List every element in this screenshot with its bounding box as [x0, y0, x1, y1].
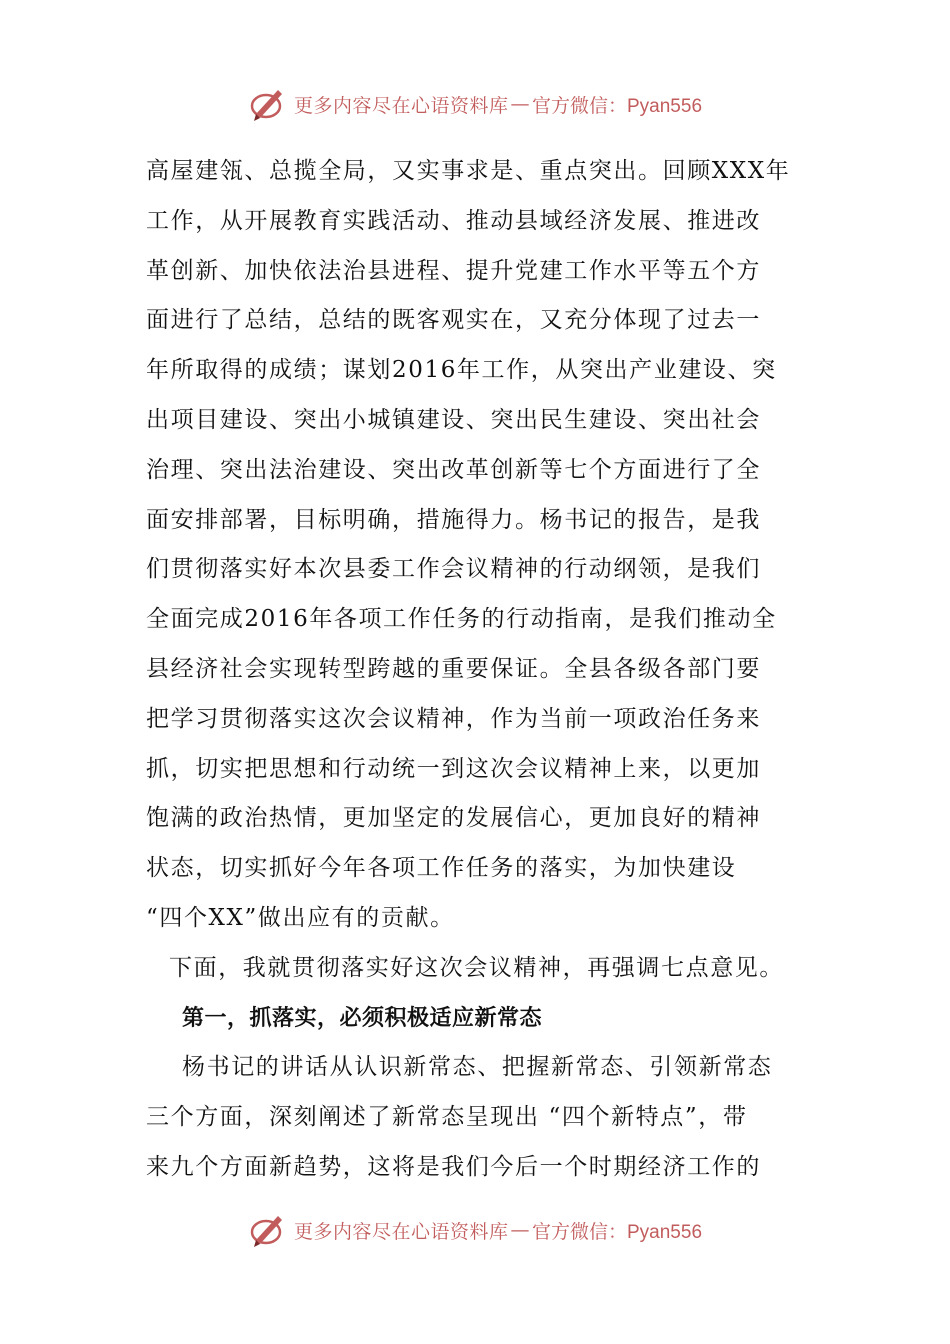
body-line: 饱满的政治热情，更加坚定的发展信心，更加良好的精神	[146, 805, 761, 832]
body-line: 县经济社会实现转型跨越的重要保证。全县各级各部门要	[146, 655, 761, 682]
watermark-text: 更多内容尽在心语资料库	[293, 1220, 509, 1243]
watermark-wechat: 官方微信：Pyan556	[532, 1221, 703, 1243]
para-line: 杨书记的讲话从认识新常态、把握新常态、引领新常态	[182, 1054, 773, 1081]
body-line: 全面完成2016年各项工作任务的行动指南，是我们推动全	[146, 606, 777, 633]
section-heading: 第一，抓落实，必须积极适应新常态	[182, 1005, 543, 1031]
body-line: 高屋建瓴、总揽全局，又实事求是、重点突出。回顾XXX年	[146, 158, 791, 184]
pen-logo-icon	[248, 84, 288, 124]
body-line: 革创新、加快依法治县进程、提升党建工作水平等五个方	[146, 257, 761, 284]
body-line: 年所取得的成绩；谋划2016年工作，从突出产业建设、突	[146, 357, 777, 384]
body-line: 抓，切实把思想和行动统一到这次会议精神上来，以更加	[146, 755, 761, 782]
document-body	[146, 147, 814, 1193]
body-line: 状态，切实抓好今年各项工作任务的落实，为加快建设	[146, 855, 737, 882]
intro-line: 下面，我就贯彻落实好这次会议精神，再强调七点意见。	[169, 954, 784, 981]
pen-logo-icon	[248, 1210, 288, 1250]
watermark-header	[0, 82, 950, 126]
body-line: “四个XX”做出应有的贡献。	[146, 904, 455, 931]
body-line: 把学习贯彻落实这次会议精神，作为当前一项政治任务来	[146, 705, 761, 732]
body-line: 面安排部署，目标明确，措施得力。杨书记的报告，是我	[146, 506, 761, 533]
watermark-separator: —	[510, 93, 530, 115]
watermark-wechat: 官方微信：Pyan556	[532, 95, 703, 117]
watermark-footer	[0, 1208, 950, 1252]
body-line: 治理、突出法治建设、突出改革创新等七个方面进行了全	[146, 456, 761, 483]
watermark-text: 更多内容尽在心语资料库	[293, 94, 509, 117]
body-line: 工作，从开展教育实践活动、推动县域经济发展、推进改	[146, 207, 761, 234]
body-line: 出项目建设、突出小城镇建设、突出民生建设、突出社会	[146, 406, 761, 433]
watermark-separator: —	[510, 1219, 530, 1241]
para-line: 三个方面，深刻阐述了新常态呈现出 “四个新特点”，带	[146, 1104, 748, 1131]
body-line: 面进行了总结，总结的既客观实在，又充分体现了过去一	[146, 307, 761, 334]
para-line: 来九个方面新趋势，这将是我们今后一个时期经济工作的	[146, 1153, 761, 1180]
body-line: 们贯彻落实好本次县委工作会议精神的行动纲领，是我们	[146, 556, 761, 583]
